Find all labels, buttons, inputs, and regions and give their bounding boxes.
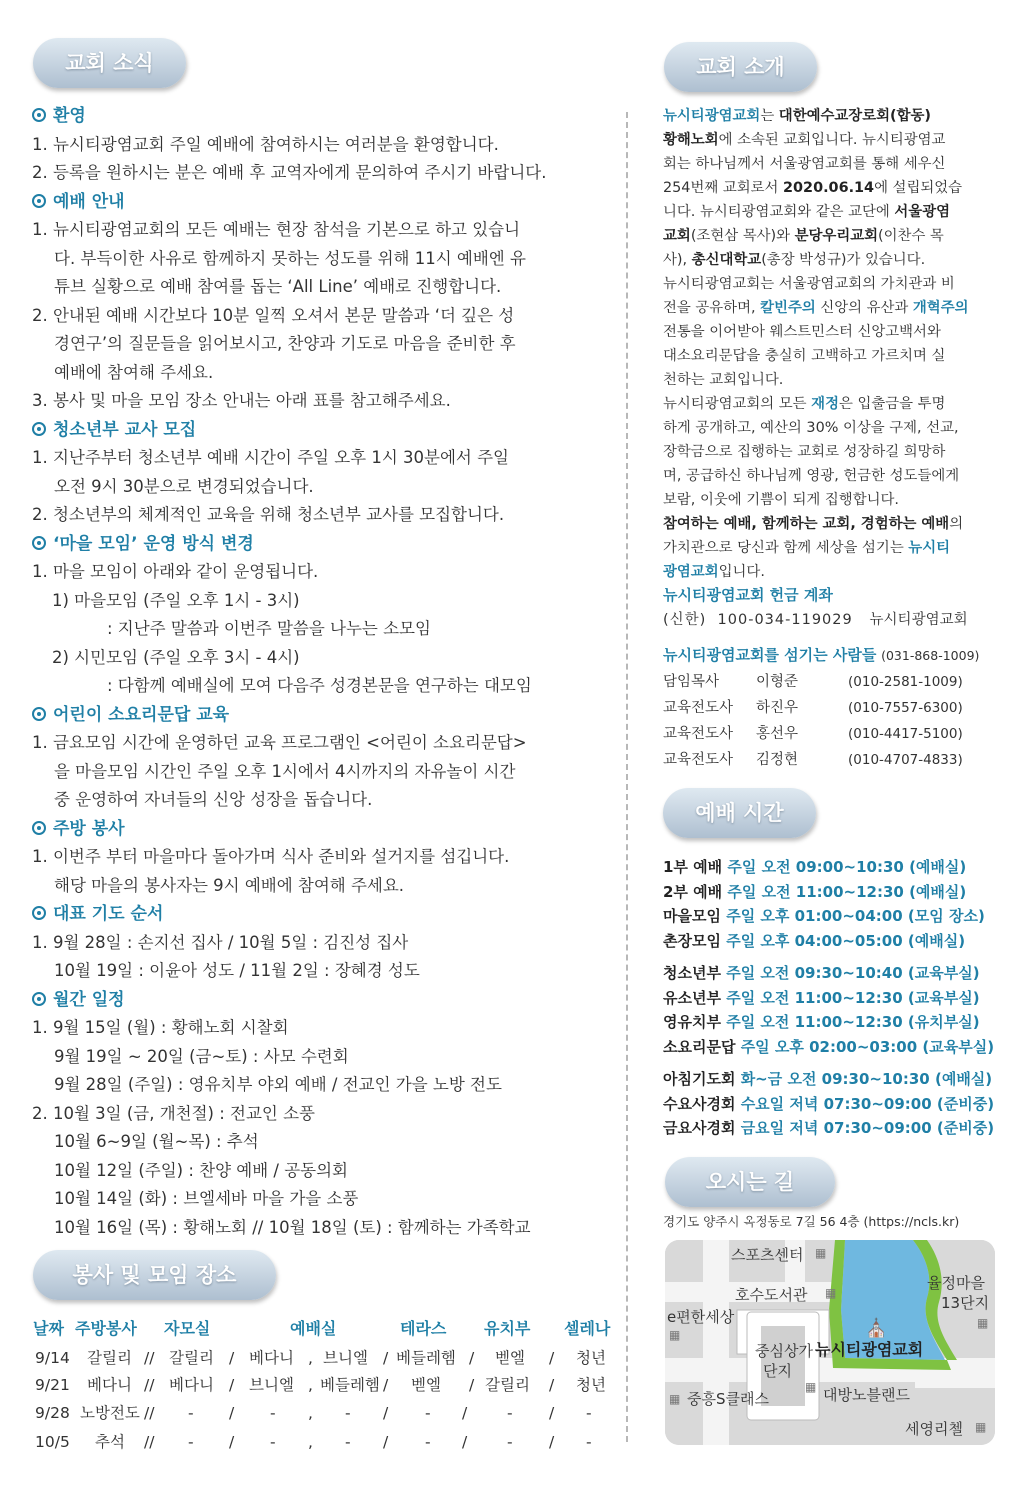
welcome-title: 환영 xyxy=(32,102,622,131)
news-line: 1. 지난주부터 청소년부 예배 시간이 주일 오후 1시 30분에서 주일 xyxy=(32,448,509,467)
worship-row: 청소년부 주일 오전 09:30~10:40 (교육부실) xyxy=(663,964,980,982)
worship-row: 금요사경회 금요일 저녁 07:30~09:00 (준비중) xyxy=(663,1119,995,1137)
news-line: 다. 부득이한 사유로 함께하지 못하는 성도를 위해 11시 예배엔 유 xyxy=(54,248,526,268)
intro-line: 하게 공개하고, 예산의 30% 이상을 구제, 선교, xyxy=(663,420,959,436)
church-building-icon: ⛪ xyxy=(865,1318,888,1339)
news-line: 2) 시민모임 (주일 오후 3시 - 4시) xyxy=(52,647,300,667)
account-title: 뉴시티광염교회 헌금 계좌 xyxy=(663,586,833,604)
table-header: 날짜 주방봉사 자모실 예배실 테라스 유치부 셀레나 xyxy=(33,1319,611,1338)
news-line: 10월 14일 (화) : 브엘세바 마을 가을 소풍 xyxy=(54,1189,359,1208)
target-bullet-icon xyxy=(32,108,46,122)
news-line: 1. 뉴시티광염교회의 모든 예배는 현장 참석을 기본으로 하고 있습니 xyxy=(32,220,521,239)
worship-row: 아침기도회 화~금 오전 09:30~10:30 (예배실) xyxy=(663,1070,993,1088)
worship-row: 1부 예배 주일 오전 09:00~10:30 (예배실) xyxy=(663,858,967,876)
building-icon: ▦ xyxy=(815,1246,827,1260)
service-header: 봉사 및 모임 장소 xyxy=(33,1250,276,1300)
worship-row: 수요사경회 수요일 저녁 07:30~09:00 (준비중) xyxy=(663,1094,995,1113)
staff-list xyxy=(663,669,998,773)
news-line: 10월 6~9일 (월~목) : 추석 xyxy=(54,1132,259,1151)
account-info xyxy=(663,608,968,629)
worship-row: 2부 예배 주일 오전 11:00~12:30 (예배실) xyxy=(663,882,967,901)
map-label-center-2: 단지 xyxy=(763,1362,792,1380)
intro-section xyxy=(663,104,998,584)
news-header: 교회 소식 xyxy=(33,38,186,88)
target-bullet-icon xyxy=(32,422,46,436)
building-icon: ▦ xyxy=(975,1420,987,1434)
intro-line: 교회(조현삼 목사)와 분당우리교회(이찬수 목 xyxy=(663,228,944,244)
worship-row: 영유치부 주일 오전 11:00~12:30 (유치부실) xyxy=(663,1013,980,1031)
account-holder: 뉴시티광염교회 xyxy=(869,612,968,628)
news-line: 중 운영하여 자녀들의 신앙 성장을 돕습니다. xyxy=(54,790,373,809)
target-bullet-icon xyxy=(32,536,46,550)
news-line: 10월 16일 (목) : 황해노회 // 10월 18일 (토) : 함께하는 가족학교 xyxy=(54,1217,531,1237)
news-line: 예배에 참여해 주세요. xyxy=(54,362,214,382)
intro-line: 황해노회에 소속된 교회입니다. 뉴시티광염교 xyxy=(663,132,946,148)
intro-line: 사), 총신대학교(총장 박성규)가 있습니다. xyxy=(663,252,926,268)
intro-line: 뉴시티광염교회는 서울광염교회의 가치관과 비 xyxy=(663,276,955,292)
news-section xyxy=(32,102,622,1242)
worship-row: 촌장모임 주일 오후 04:00~05:00 (예배실) xyxy=(663,931,966,950)
news-line: 9월 28일 (주일) : 영유치부 야외 예배 / 전교인 가을 노방 전도 xyxy=(54,1075,502,1094)
news-line: 2. 청소년부의 체계적인 교육을 위해 청소년부 교사를 모집합니다. xyxy=(32,505,505,524)
worship-header: 예배 시간 xyxy=(663,788,816,838)
news-line: 튜브 실황으로 예배 참여를 돕는 ‘All Line’ 예배로 진행합니다. xyxy=(54,277,502,296)
intro-header: 교회 소개 xyxy=(664,42,817,92)
news-line: 1. 마을 모임이 아래와 같이 운영됩니다. xyxy=(32,562,319,581)
intro-line: 니다. 뉴시티광염교회와 같은 교단에 서울광염 xyxy=(663,204,951,220)
intro-line: 가치관으로 당신과 함께 세상을 섬기는 뉴시티 xyxy=(663,540,951,556)
building-icon: ▦ xyxy=(805,1380,817,1394)
target-bullet-icon xyxy=(32,194,46,208)
map-label-sports: 스포츠센터 xyxy=(731,1246,804,1264)
church-address: 경기도 양주시 옥정동로 7길 56 4층 (https://ncls.kr) xyxy=(663,1214,960,1229)
news-line: : 다함께 예배실에 모여 다음주 성경본문을 연구하는 대모임 xyxy=(107,676,532,695)
church-phone: (031-868-1009) xyxy=(881,648,980,663)
staff-row: 교육전도사 김정현 (010-4707-4833) xyxy=(663,752,963,768)
staff-title: 뉴시티광염교회를 섬기는 사람들 (031-868-1009) xyxy=(663,646,980,664)
map-label-yuljeong: 율정마을 xyxy=(927,1274,985,1292)
staff-row: 교육전도사 홍선우 (010-4417-5100) xyxy=(663,726,963,742)
map-label-center: 중심상가 xyxy=(755,1342,813,1360)
directions-header: 오시는 길 xyxy=(665,1157,835,1207)
news-line: 9월 19일 ~ 20일 (금~토) : 사모 수련회 xyxy=(54,1046,349,1066)
intro-line: 광염교회입니다. xyxy=(663,564,765,580)
news-line: 2. 10월 3일 (금, 개천절) : 전교인 소풍 xyxy=(32,1103,315,1123)
news-line: 1. 뉴시티광염교회 주일 예배에 참여하시는 여러분을 환영합니다. xyxy=(32,134,499,154)
monthly-title: 월간 일정 xyxy=(32,986,622,1015)
staff-row: 담임목사 이형준 (010-2581-1009) xyxy=(663,674,963,690)
building-icon: ▦ xyxy=(977,1316,989,1330)
map-label-junghung: 중흥S클래스 xyxy=(687,1390,769,1408)
news-line: 오전 9시 30분으로 변경되었습니다. xyxy=(54,476,314,496)
staff-row: 교육전도사 하진우 (010-7557-6300) xyxy=(663,700,963,716)
news-line: 1. 이번주 부터 마을마다 돌아가며 식사 준비와 설거지를 섬깁니다. xyxy=(32,847,510,866)
news-line: 을 마을모임 시간인 주일 오후 1시에서 4시까지의 자유놀이 시간 xyxy=(54,761,516,781)
building-icon: ▦ xyxy=(825,1286,837,1300)
news-line: 1. 9월 15일 (월) : 황해노회 시찰회 xyxy=(32,1018,289,1037)
intro-line: 전통을 이어받아 웨스트민스터 신앙고백서와 xyxy=(663,324,941,340)
news-line: 경연구’의 질문들을 읽어보시고, 찬양과 기도로 마음을 준비한 후 xyxy=(54,334,516,353)
village-title: ‘마을 모임’ 운영 방식 변경 xyxy=(32,530,622,559)
news-line: 10월 19일 : 이윤아 성도 / 11월 2일 : 장혜경 성도 xyxy=(54,961,420,980)
building-icon: ▦ xyxy=(669,1328,681,1342)
intro-line: 장학금으로 집행하는 교회로 성장하길 희망하 xyxy=(663,444,946,460)
news-line: 해당 마을의 봉사자는 9시 예배에 참여해 주세요. xyxy=(54,875,405,895)
map-label-epyeon: e편한세상 xyxy=(667,1308,735,1326)
worship-row: 유소년부 주일 오전 11:00~12:30 (교육부실) xyxy=(663,988,980,1007)
intro-line: 전을 공유하며, 칼빈주의 신앙의 유산과 개혁주의 xyxy=(663,300,969,316)
account-bank: (신한) xyxy=(663,612,707,628)
catechism-title: 어린이 소요리문답 교육 xyxy=(32,701,622,730)
target-bullet-icon xyxy=(32,821,46,835)
news-line: 2. 등록을 원하시는 분은 예배 후 교역자에게 문의하여 주시기 바랍니다. xyxy=(32,163,547,182)
target-bullet-icon xyxy=(32,707,46,721)
news-line: 1. 금요모임 시간에 운영하던 교육 프로그램인 <어린이 소요리문답> xyxy=(32,733,527,752)
news-line: 2. 안내된 예배 시간보다 10분 일찍 오셔서 본문 말씀과 ‘더 깊은 성 xyxy=(32,305,515,325)
worship-row: 마을모임 주일 오후 01:00~04:00 (모임 장소) xyxy=(663,907,985,925)
intro-line: 참여하는 예배, 함께하는 교회, 경험하는 예배의 xyxy=(663,516,964,532)
building-icon: ▦ xyxy=(669,1392,681,1406)
map-label-library: 호수도서관 xyxy=(735,1286,808,1304)
news-line: 10월 12일 (주일) : 찬양 예배 / 공동의회 xyxy=(54,1160,348,1180)
teacher-title: 청소년부 교사 모집 xyxy=(32,416,622,445)
intro-line: 천하는 교회입니다. xyxy=(663,372,784,388)
table-row: 10/5 추석 // - / - , - / - / - / - xyxy=(35,1432,592,1451)
intro-line: 뉴시티광염교회는 대한예수교장로회(합동) xyxy=(663,108,931,124)
kitchen-title: 주방 봉사 xyxy=(32,815,622,844)
map-label-daebang: 대방노블랜드 xyxy=(823,1386,910,1404)
location-map xyxy=(665,1240,995,1445)
target-bullet-icon xyxy=(32,906,46,920)
target-bullet-icon xyxy=(32,992,46,1006)
account-number: 100-034-119029 xyxy=(717,612,853,628)
worship-group-weekday xyxy=(663,1067,998,1141)
map-label-church: 뉴시티광염교회 xyxy=(815,1340,924,1359)
table-row: 9/14 갈릴리 // 갈릴리 / 베다니 , 브니엘 / 베들레헴 / 벧엘 / 청년 xyxy=(35,1349,606,1367)
worship-group-sunday xyxy=(663,855,998,953)
intro-line: 대소요리문답을 충실히 고백하고 가르치며 실 xyxy=(663,348,946,364)
map-label-seyoung: 세영리첼 xyxy=(905,1420,963,1438)
news-line: 3. 봉사 및 마을 모임 장소 안내는 아래 표를 참고해주세요. xyxy=(32,391,451,410)
table-row: 9/21 베다니 // 베다니 / 브니엘 , 베들레헴 / 벧엘 / 갈릴리 / 청년 xyxy=(35,1375,606,1394)
intro-line: 회는 하나님께서 서울광염교회를 통해 세우신 xyxy=(663,156,946,172)
worship-row: 소요리문답 주일 오후 02:00~03:00 (교육부실) xyxy=(663,1037,995,1056)
news-line: 1. 9월 28일 : 손지선 집사 / 10월 5일 : 김진성 집사 xyxy=(32,932,409,952)
prayer-title: 대표 기도 순서 xyxy=(32,900,622,929)
column-divider xyxy=(626,112,628,1442)
news-line: 1) 마을모임 (주일 오후 1시 - 3시) xyxy=(52,590,300,610)
intro-line: 며, 공급하신 하나님께 영광, 헌금한 성도들에게 xyxy=(663,468,960,484)
intro-line: 보람, 이웃에 기쁨이 되게 집행합니다. xyxy=(663,492,899,508)
worship-group-education xyxy=(663,961,998,1059)
intro-line: 뉴시티광염교회의 모든 재정은 입출금을 투명 xyxy=(663,396,946,412)
news-line: : 지난주 말씀과 이번주 말씀을 나누는 소모임 xyxy=(107,619,431,638)
table-row: 9/28 노방전도 // - / - , - / - / - / - xyxy=(35,1404,592,1422)
map-label-yuljeong-13: 13단지 xyxy=(941,1294,990,1312)
service-table xyxy=(33,1316,623,1456)
intro-line: 254번째 교회로서 2020.06.14에 설립되었습 xyxy=(663,180,963,196)
worship-info-title: 예배 안내 xyxy=(32,188,622,217)
